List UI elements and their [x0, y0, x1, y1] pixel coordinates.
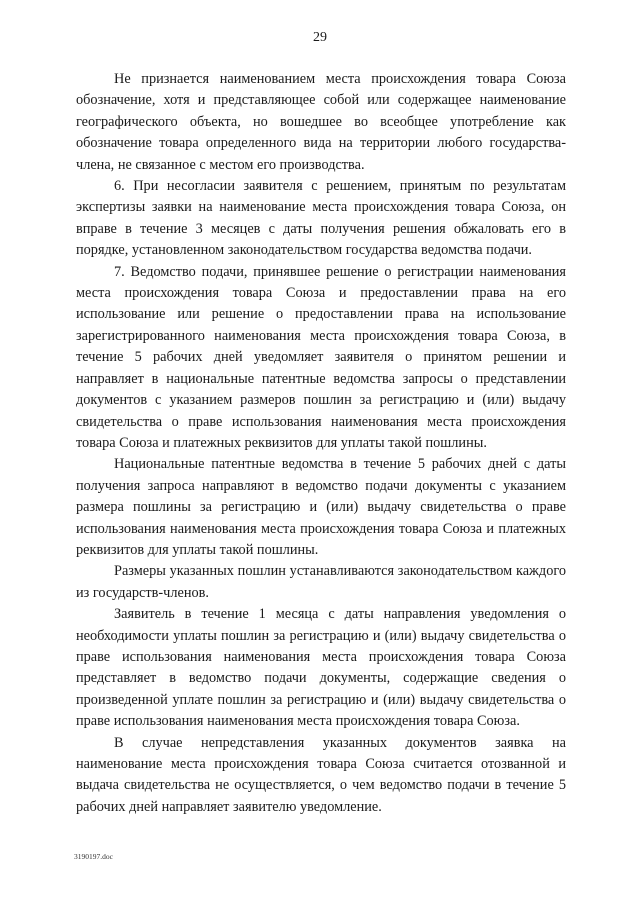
paragraph-fee-amounts: Размеры указанных пошлин устанавливаются законодательством каждого из государств-членов.	[76, 563, 566, 601]
paragraph-national-offices: Национальные патентные ведомства в течение 5 рабочих дней с даты получения запроса направляют в ведомство подачи документы с указанием размера пошлины за регистрацию и (или) выдачу свидетельства о праве использования наименования места происхождения товара Союза и платежных реквизитов для уплаты такой пошлины.	[76, 456, 566, 558]
paragraph-applicant-payment: Заявитель в течение 1 месяца с даты направления уведомления о необходимости уплаты пошлин за регистрацию и (или) выдачу свидетельства о праве использования наименования места происхождения товара Союза представляет в ведомство подачи документы, содержащие сведения о произведенной уплате пошлин за регистрацию и (или) выдачу свидетельства о праве использования наименования места происхождения товара Союза.	[76, 606, 566, 730]
paragraph-6-appeal: 6. При несогласии заявителя с решением, принятым по результатам экспертизы заявки на наименование места происхождения товара Союза, он вправе в течение 3 месяцев с даты получения решения обжаловать его в порядке, установленном законодательством государства ведомства подачи.	[76, 178, 566, 259]
paragraph-general-term: Не признается наименованием места происхождения товара Союза обозначение, хотя и представляющее собой или содержащее наименование географического объекта, но вошедшее во всеобщее употребление как обозначение товара определенного вида на территории любого государства-члена, не связанное с местом его производства.	[76, 71, 566, 173]
page-number: 29	[313, 30, 327, 45]
document-body	[76, 69, 566, 818]
paragraph-withdrawal: В случае непредставления указанных документов заявка на наименование места происхождения товара Союза считается отозванной и выдача свидетельства не осуществляется, о чем ведомство подачи в течение 5 рабочих дней направляет заявителю уведомление.	[76, 734, 566, 815]
footer-document-code: 3190197.doc	[74, 852, 113, 861]
paragraph-7-notification: 7. Ведомство подачи, принявшее решение о регистрации наименования места происхождения товара Союза и предоставлении права на его использование или решение о предоставлении права на использование зарегистрированного наименования места происхождения товара Союза, в течение 5 рабочих дней уведомляет заявителя о принятом решении и направляет в национальные патентные ведомства запросы о представлении документов с указанием размеров пошлин за регистрацию и (или) выдачу свидетельства о праве использования наименования места происхождения товара Союза и платежных реквизитов для уплаты такой пошлины.	[76, 263, 566, 451]
